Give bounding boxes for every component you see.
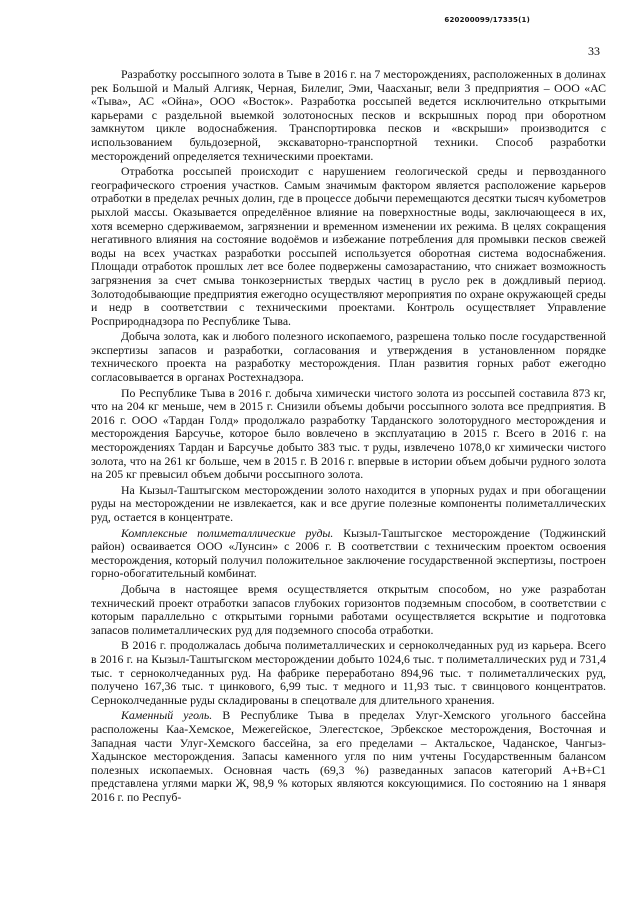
paragraph-gold-output: По Республике Тыва в 2016 г. добыча химически чистого золота из россыпей составила 873 кг, что на 204 кг меньше, чем в 2015 г. Снизили объемы добычи россыпного золота все предприятия. В 2016 г. ООО «Тардан Голд» продолжало разработку Тарданского золоторудного месторождения и месторождения Барсучье, которое было вовлечено в эксплуатацию в 2015 г. Всего в 2016 г. на месторождениях Тардан и Барсучье добыто 383 тыс. т руды, извлечено 1078,0 кг химически чистого золота, что на 261 кг больше, чем в 2015 г. В 2016 г. впервые в истории объем добычи рудного золота на 205 кг превысил объем добычи россыпного золота. <box>91 385 606 482</box>
paragraph-kyzyl-tashtyg-gold: На Кызыл-Таштыгском месторождении золото находится в упорных рудах и при обогащении руды на месторождении не извлекается, как и все другие полезные компоненты полиметаллических руд, остается в концентрате. <box>91 482 606 524</box>
paragraph-lead-polymetallic: Комплексные полиметаллические руды. <box>121 525 334 540</box>
paragraph-polymetallic-ores: Комплексные полиметаллические руды. Кызыл-Таштыгское месторождение (Тоджинский район) осваивается ООО «Лунсин» с 2006 г. В соответствии с техническим проектом освоения месторождения, который получил положительное заключение государственной экспертизы, построен горно-обогатительный комбинат. <box>91 525 606 581</box>
paragraph-placer-gold-mining: Разработку россыпного золота в Тыве в 2016 г. на 7 месторождениях, расположенных в долинах рек Большой и Малый Алгияк, Черная, Билелиг, Эми, Чаасханыг, вели 3 предприятия – ООО «АС «Тыва», АС «Ойна», ООО «Восток». Разработка россыпей ведется исключительно открытыми карьерами с раздельной выемкой золотоносных песков и вскрышных пород при оборотном замкнутом цикле водоснабжения. Транспортировка песков и «вскрыши» производится с использованием бульдозерной, экскаваторно-транспортной техники. Способ разработки месторождений определяется техническими проектами. <box>91 67 606 163</box>
paragraph-environmental-impact: Отработка россыпей происходит с нарушением геологической среды и первозданного географического строения участков. Самым значимым фактором является расположение карьеров отработки в пределах речных долин, где в процессе добычи перемещаются десятки тысяч кубометров рыхлой массы. Оказывается определённое влияние на поверхностные воды, заключающееся в их, хотя всемерно сдерживаемом, загрязнении и временном изменении их режима. В целях сокращения негативного влияния на состояние водоёмов и избежание потребления для промывки песков свежей воды на всех участках разработки россыпей используется оборотная система водоснабжения. Площади отработок прошлых лет все более подвержены самозарастанию, что снижает возможность загрязнения за счет смыва тонкозернистых твердых частиц в русло рек в дождливый период. Золотодобывающие предприятия ежегодно осуществляют мероприятия по охране окружающей среды и недр в соответствии с техническими проектами. Контроль осуществляет Управление Росприроднадзора по Республике Тыва. <box>91 164 606 328</box>
paragraph-coal: Каменный уголь. В Республике Тыва в пределах Улуг-Хемского угольного бассейна расположены Каа-Хемское, Межегейское, Элегестское, Эрбекское месторождения, Восточная и Западная части Улуг-Хемского бассейна, за его пределами – Актальское, Чаданское, Чангыз-Хадынское месторождения. Запасы каменного угля по ним учтены Государственным балансом полезных ископаемых. Основная часть (69,3 %) разведанных запасов категорий А+В+С1 представлена углями марки Ж, 98,9 % которых являются коксующимися. По состоянию на 1 января 2016 г. по Респуб- <box>91 708 606 804</box>
paragraph-open-pit-mining: Добыча в настоящее время осуществляется открытым способом, но уже разработан технический проект отработки запасов глубоких горизонтов подземным способом, в соответствии с которым параллельно с открытыми горными работами осуществляется вскрытие и подготовка запасов полиметаллических руд для подземного способа отработки. <box>91 581 606 637</box>
body-text <box>91 68 606 804</box>
paragraph-licensing: Добыча золота, как и любого полезного ископаемого, разрешена только после государственной экспертизы запасов и разработки, согласования и утверждения в установленном порядке технического проекта на разработку месторождения. План развития горных работ ежегодно согласовывается в органах Ростехнадзора. <box>91 329 606 385</box>
paragraph-lead-coal: Каменный уголь. <box>121 708 213 723</box>
paragraph-ore-production-2016: В 2016 г. продолжалась добыча полиметаллических и серноколчеданных руд из карьера. Всего в 2016 г. на Кызыл-Таштыгском месторождении добыто 1024,6 тыс. т полиметаллических руд и 731,4 тыс. т серноколчеданных руд. На фабрике переработано 894,96 тыс. т полиметаллических руд, получено 167,36 тыс. т цинкового, 6,99 тыс. т медного и 11,93 тыс. т свинцового концентратов. Серноколчеданные руды складированы в спецотвале для длительного хранения. <box>91 638 606 707</box>
page-number: 33 <box>588 44 600 58</box>
document-code: 620200099/17335(1) <box>444 16 530 24</box>
